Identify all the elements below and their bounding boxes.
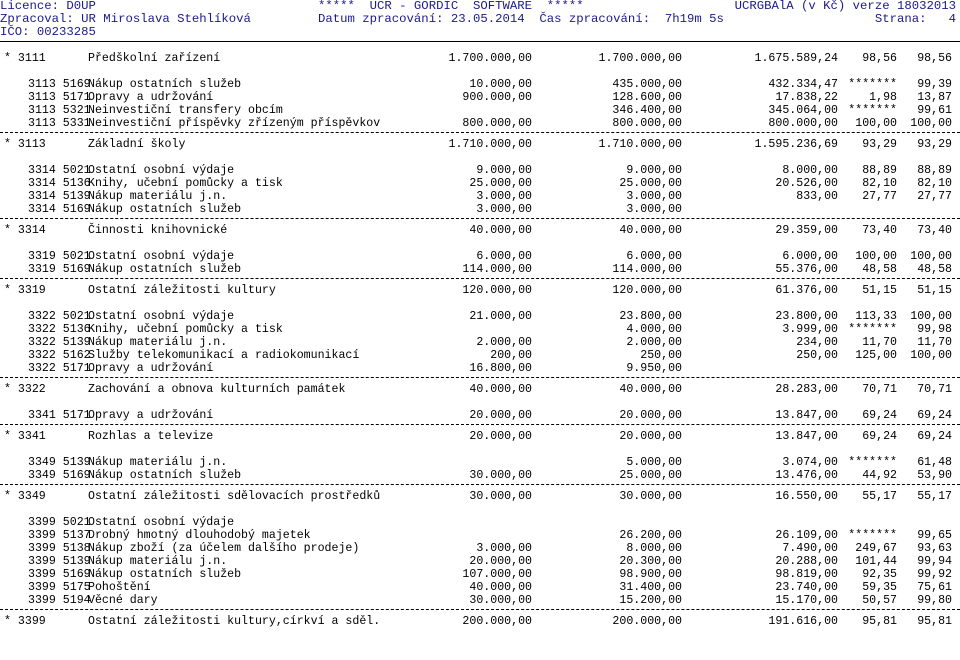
row-code: 3399 5139 [28,555,91,568]
row-pct-approved: 113,33 [855,310,897,323]
row-budget-approved: 107.000,00 [462,568,532,581]
row-actual: 55.376,00 [775,263,838,276]
row-budget-adjusted: 6.000,00 [626,250,682,263]
table-row [0,409,960,422]
row-budget-adjusted: 3.000,00 [626,190,682,203]
row-name: Ostatní záležitosti kultury,církví a sděl. [88,615,381,628]
row-code: 3322 5139 [28,336,91,349]
page-number: Strana: 4 [874,12,956,26]
subtotal-row [0,284,960,297]
row-name: Nákup ostatních služeb [88,568,242,581]
row-pct-approved: 73,40 [862,224,897,237]
row-pct-approved: 100,00 [855,250,897,263]
row-budget-approved: 20.000,00 [469,555,532,568]
row-pct-adjusted: 73,40 [917,224,952,237]
row-pct-approved: 50,57 [862,594,897,607]
row-pct-approved: 98,56 [862,52,897,65]
row-pct-adjusted: 11,70 [917,336,952,349]
table-row [0,594,960,607]
row-actual: 3.074,00 [782,456,838,469]
row-pct-adjusted: 95,81 [917,615,952,628]
row-budget-approved: 800.000,00 [462,117,532,130]
subtotal-row [0,138,960,151]
table-row [0,263,960,276]
row-actual: 13.476,00 [775,469,838,482]
row-budget-adjusted: 114.000,00 [612,263,682,276]
subtotal-row [0,490,960,503]
row-budget-adjusted: 20.000,00 [619,409,682,422]
row-pct-adjusted: 100,00 [910,310,952,323]
row-code: 3399 5021 [28,516,91,529]
row-pct-approved: 51,15 [862,284,897,297]
row-pct-adjusted: 13,87 [917,91,952,104]
ico-label: IČO: 00233285 [0,25,96,39]
row-name: Opravy a udržování [88,91,214,104]
row-budget-adjusted: 2.000,00 [626,336,682,349]
table-row [0,336,960,349]
row-pct-approved: 93,29 [862,138,897,151]
table-row [0,555,960,568]
row-pct-approved: 249,67 [855,542,897,555]
row-name: Knihy, učební pomůcky a tisk [88,323,283,336]
row-budget-adjusted: 98.900,00 [619,568,682,581]
row-code: 3399 5194 [28,594,91,607]
row-budget-adjusted: 800.000,00 [612,117,682,130]
row-budget-approved: 30.000,00 [469,594,532,607]
row-actual: 13.847,00 [775,409,838,422]
row-budget-adjusted: 26.200,00 [619,529,682,542]
row-budget-approved: 900.000,00 [462,91,532,104]
row-name: Služby telekomunikací a radiokomunikací [88,349,360,362]
row-pct-adjusted: 69,24 [917,409,952,422]
table-row [0,456,960,469]
row-code: 3113 5331 [28,117,91,130]
row-code: 3399 5175 [28,581,91,594]
row-budget-approved: 16.800,00 [469,362,532,375]
row-pct-approved: ******* [848,529,897,542]
row-pct-adjusted: 61,48 [917,456,952,469]
row-code: 3349 5169 [28,469,91,482]
table-row [0,529,960,542]
row-budget-adjusted: 25.000,00 [619,469,682,482]
row-actual: 1.595.236,69 [754,138,838,151]
row-actual: 26.109,00 [775,529,838,542]
row-pct-approved: 69,24 [862,430,897,443]
row-budget-approved: 120.000,00 [462,284,532,297]
row-code: 3113 5321 [28,104,91,117]
row-code: 3322 5021 [28,310,91,323]
row-name: Nákup materiálu j.n. [88,456,228,469]
table-row [0,516,960,529]
row-code: 3399 5138 [28,542,91,555]
row-pct-approved: 27,77 [862,190,897,203]
row-budget-approved: 40.000,00 [469,383,532,396]
dashed-separator [0,218,960,219]
row-pct-adjusted: 48,58 [917,263,952,276]
row-pct-approved: 44,92 [862,469,897,482]
row-name: Ostatní záležitosti kultury [88,284,276,297]
row-pct-adjusted: 93,29 [917,138,952,151]
row-name: Opravy a udržování [88,409,214,422]
row-actual: 191.616,00 [768,615,838,628]
row-name: Rozhlas a televize [88,430,214,443]
row-actual: 800.000,00 [768,117,838,130]
report-version: UCRGBAlA (v Kč) verze 18032013 [734,0,956,13]
row-pct-approved: 82,10 [862,177,897,190]
row-name: Knihy, učební pomůcky a tisk [88,177,283,190]
table-row [0,542,960,555]
row-budget-adjusted: 5.000,00 [626,456,682,469]
row-name: Nákup ostatních služeb [88,469,242,482]
row-pct-adjusted: 99,65 [917,529,952,542]
row-name: Ostatní osobní výdaje [88,516,235,529]
row-code: 3349 5139 [28,456,91,469]
row-pct-adjusted: 99,39 [917,78,952,91]
row-budget-approved: 40.000,00 [469,581,532,594]
row-pct-adjusted: 55,17 [917,490,952,503]
row-actual: 29.359,00 [775,224,838,237]
row-budget-adjusted: 120.000,00 [612,284,682,297]
row-budget-approved: 30.000,00 [469,490,532,503]
row-pct-adjusted: 93,63 [917,542,952,555]
row-code: 3314 5169 [28,203,91,216]
row-pct-approved: 1,98 [869,91,897,104]
row-actual: 250,00 [796,349,838,362]
row-pct-adjusted: 99,94 [917,555,952,568]
row-pct-approved: 59,35 [862,581,897,594]
row-budget-approved: 25.000,00 [469,177,532,190]
row-actual: 6.000,00 [782,250,838,263]
row-pct-adjusted: 82,10 [917,177,952,190]
dashed-separator [0,609,960,610]
row-pct-adjusted: 99,98 [917,323,952,336]
row-budget-adjusted: 1.710.000,00 [598,138,682,151]
row-budget-approved: 1.710.000,00 [448,138,532,151]
row-code: 3399 5137 [28,529,91,542]
row-pct-adjusted: 75,61 [917,581,952,594]
row-name: Nákup ostatních služeb [88,263,242,276]
row-pct-adjusted: 100,00 [910,250,952,263]
row-budget-adjusted: 3.000,00 [626,203,682,216]
table-row [0,568,960,581]
row-actual: 23.800,00 [775,310,838,323]
row-code: * 3111 [4,52,46,65]
row-budget-approved: 200,00 [490,349,532,362]
row-actual: 28.283,00 [775,383,838,396]
row-actual: 833,00 [796,190,838,203]
row-name: Ostatní záležitosti sdělovacích prostředků [88,490,381,503]
row-code: 3314 5136 [28,177,91,190]
row-pct-adjusted: 70,71 [917,383,952,396]
row-name: Ostatní osobní výdaje [88,310,235,323]
table-row [0,177,960,190]
row-pct-approved: 48,58 [862,263,897,276]
row-name: Nákup ostatních služeb [88,78,242,91]
row-budget-adjusted: 346.400,00 [612,104,682,117]
row-code: * 3349 [4,490,46,503]
row-actual: 13.847,00 [775,430,838,443]
row-budget-adjusted: 4.000,00 [626,323,682,336]
subtotal-row [0,430,960,443]
row-budget-approved: 40.000,00 [469,224,532,237]
row-budget-approved: 21.000,00 [469,310,532,323]
row-name: Nákup materiálu j.n. [88,190,228,203]
row-code: 3314 5139 [28,190,91,203]
row-budget-adjusted: 9.950,00 [626,362,682,375]
row-code: 3113 5169 [28,78,91,91]
row-code: 3319 5021 [28,250,91,263]
row-code: * 3399 [4,615,46,628]
licence-label: Licence: D0UP [0,0,96,13]
table-row [0,117,960,130]
row-budget-adjusted: 31.400,00 [619,581,682,594]
row-name: Činnosti knihovnické [88,224,228,237]
row-pct-adjusted: 51,15 [917,284,952,297]
row-pct-adjusted: 69,24 [917,430,952,443]
row-code: 3341 5171 [28,409,91,422]
table-row [0,581,960,594]
row-pct-adjusted: 99,80 [917,594,952,607]
row-pct-approved: 92,35 [862,568,897,581]
row-budget-adjusted: 9.000,00 [626,164,682,177]
row-name: Nákup materiálu j.n. [88,336,228,349]
row-actual: 20.526,00 [775,177,838,190]
row-budget-adjusted: 40.000,00 [619,383,682,396]
table-row [0,250,960,263]
row-code: 3314 5021 [28,164,91,177]
row-pct-adjusted: 100,00 [910,117,952,130]
row-budget-adjusted: 15.200,00 [619,594,682,607]
row-name: Opravy a udržování [88,362,214,375]
row-pct-adjusted: 99,61 [917,104,952,117]
row-budget-approved: 9.000,00 [476,164,532,177]
row-budget-approved: 20.000,00 [469,409,532,422]
row-code: 3322 5136 [28,323,91,336]
row-pct-approved: 100,00 [855,117,897,130]
row-budget-approved: 114.000,00 [462,263,532,276]
row-pct-adjusted: 99,92 [917,568,952,581]
row-actual: 61.376,00 [775,284,838,297]
row-name: Drobný hmotný dlouhodobý majetek [88,529,311,542]
row-budget-approved: 200.000,00 [462,615,532,628]
dashed-separator [0,424,960,425]
row-budget-adjusted: 128.600,00 [612,91,682,104]
row-code: * 3314 [4,224,46,237]
table-row [0,349,960,362]
row-code: * 3113 [4,138,46,151]
table-row [0,310,960,323]
table-row [0,190,960,203]
dashed-separator [0,132,960,133]
row-actual: 23.740,00 [775,581,838,594]
row-actual: 15.170,00 [775,594,838,607]
dashed-separator [0,377,960,378]
row-actual: 8.000,00 [782,164,838,177]
row-budget-adjusted: 8.000,00 [626,542,682,555]
table-row [0,469,960,482]
row-budget-adjusted: 40.000,00 [619,224,682,237]
row-name: Neinvestiční příspěvky zřízeným příspěvkov [88,117,381,130]
row-budget-approved: 30.000,00 [469,469,532,482]
row-name: Neinvestiční transfery obcím [88,104,283,117]
processing-datetime: Datum zpracování: 23.05.2014 Čas zpracování: 7h19m 5s [318,12,724,26]
row-pct-adjusted: 27,77 [917,190,952,203]
row-pct-adjusted: 98,56 [917,52,952,65]
row-actual: 432.334,47 [768,78,838,91]
row-code: 3113 5171 [28,91,91,104]
subtotal-row [0,615,960,628]
row-pct-adjusted: 53,90 [917,469,952,482]
row-name: Věcné dary [88,594,158,607]
row-name: Předškolní zařízení [88,52,221,65]
row-budget-adjusted: 250,00 [640,349,682,362]
row-name: Nákup ostatních služeb [88,203,242,216]
row-actual: 17.838,22 [775,91,838,104]
row-pct-approved: ******* [848,78,897,91]
row-budget-approved: 3.000,00 [476,203,532,216]
dashed-separator [0,278,960,279]
row-code: 3319 5169 [28,263,91,276]
row-name: Zachování a obnova kulturních památek [88,383,346,396]
row-name: Pohoštění [88,581,151,594]
row-actual: 234,00 [796,336,838,349]
row-pct-approved: 69,24 [862,409,897,422]
table-row [0,362,960,375]
row-code: * 3322 [4,383,46,396]
row-code: * 3319 [4,284,46,297]
dashed-separator [0,484,960,485]
table-row [0,203,960,216]
table-row [0,78,960,91]
row-budget-adjusted: 30.000,00 [619,490,682,503]
row-budget-adjusted: 20.300,00 [619,555,682,568]
row-pct-approved: 11,70 [862,336,897,349]
row-code: 3399 5169 [28,568,91,581]
row-actual: 3.999,00 [782,323,838,336]
row-actual: 98.819,00 [775,568,838,581]
row-pct-adjusted: 88,89 [917,164,952,177]
row-name: Nákup materiálu j.n. [88,555,228,568]
row-pct-approved: 55,17 [862,490,897,503]
row-budget-adjusted: 23.800,00 [619,310,682,323]
row-code: 3322 5162 [28,349,91,362]
row-budget-adjusted: 25.000,00 [619,177,682,190]
row-budget-adjusted: 435.000,00 [612,78,682,91]
row-code: 3322 5171 [28,362,91,375]
row-pct-approved: 95,81 [862,615,897,628]
row-actual: 20.288,00 [775,555,838,568]
row-pct-approved: ******* [848,323,897,336]
row-budget-approved: 3.000,00 [476,190,532,203]
row-actual: 16.550,00 [775,490,838,503]
row-pct-approved: 101,44 [855,555,897,568]
row-budget-approved: 1.700.000,00 [448,52,532,65]
table-row [0,164,960,177]
row-budget-approved: 20.000,00 [469,430,532,443]
row-pct-approved: 88,89 [862,164,897,177]
subtotal-row [0,52,960,65]
row-pct-approved: 70,71 [862,383,897,396]
row-pct-approved: ******* [848,104,897,117]
subtotal-row [0,224,960,237]
software-title: ***** UCR - GORDIC SOFTWARE ***** [318,0,584,13]
row-budget-approved: 6.000,00 [476,250,532,263]
row-budget-approved: 2.000,00 [476,336,532,349]
row-name: Ostatní osobní výdaje [88,164,235,177]
subtotal-row [0,383,960,396]
row-actual: 345.064,00 [768,104,838,117]
table-row [0,91,960,104]
header-divider [0,41,960,42]
row-actual: 1.675.589,24 [754,52,838,65]
row-pct-approved: ******* [848,456,897,469]
row-pct-adjusted: 100,00 [910,349,952,362]
table-row [0,323,960,336]
row-name: Ostatní osobní výdaje [88,250,235,263]
row-name: Základní školy [88,138,186,151]
row-code: * 3341 [4,430,46,443]
row-budget-adjusted: 20.000,00 [619,430,682,443]
row-pct-approved: 125,00 [855,349,897,362]
row-actual: 7.490,00 [782,542,838,555]
row-budget-approved: 10.000,00 [469,78,532,91]
row-budget-adjusted: 200.000,00 [612,615,682,628]
row-budget-adjusted: 1.700.000,00 [598,52,682,65]
row-name: Nákup zboží (za účelem dalšího prodeje) [88,542,360,555]
row-budget-approved: 3.000,00 [476,542,532,555]
table-row [0,104,960,117]
processed-by: Zpracoval: UR Miroslava Stehlíková [0,12,251,26]
